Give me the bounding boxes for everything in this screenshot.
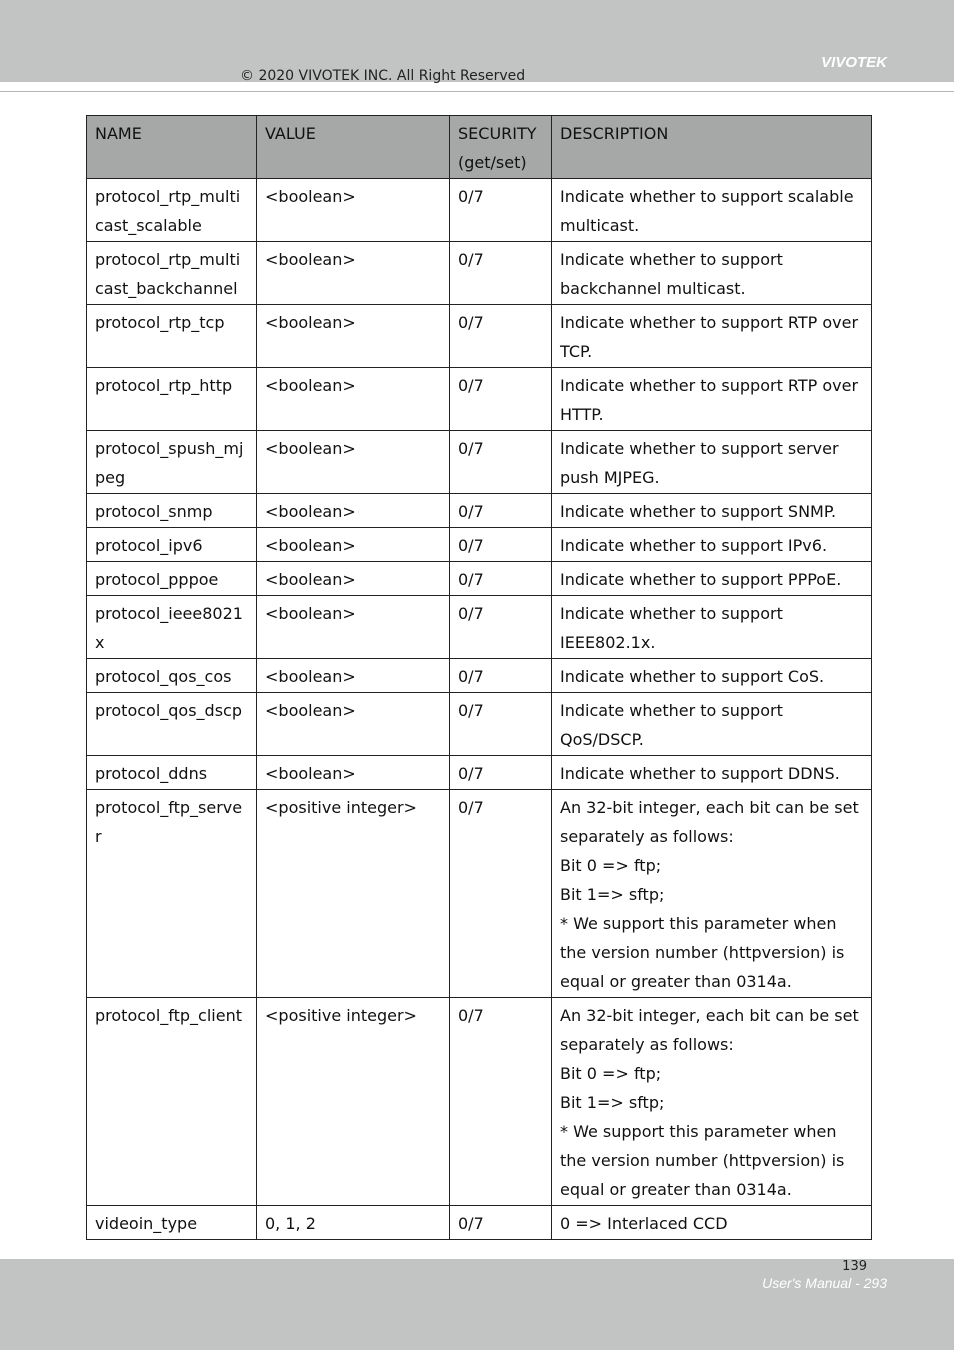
param-value-cell: <boolean> (257, 528, 450, 562)
brand-logo: VIVOTEK (821, 54, 887, 71)
table-row (87, 693, 872, 756)
param-security-cell: 0/7 (450, 998, 552, 1206)
param-description-cell (552, 756, 872, 790)
param-security-cell: 0/7 (450, 528, 552, 562)
param-name-cell: protocol_rtp_http (87, 368, 257, 431)
param-security-cell: 0/7 (450, 693, 552, 756)
param-name-cell: protocol_ftp_client (87, 998, 257, 1206)
parameter-table (86, 115, 872, 1240)
page-number: 139 (842, 1259, 867, 1274)
description-line: Indicate whether to support IEEE802.1x. (560, 604, 783, 652)
description-line: An 32-bit integer, each bit can be set separately as follows: (560, 1006, 859, 1054)
param-description-cell (552, 998, 872, 1206)
table-row (87, 790, 872, 998)
param-value-cell: <boolean> (257, 431, 450, 494)
footer-band (0, 1259, 954, 1350)
param-security-cell: 0/7 (450, 562, 552, 596)
param-value-cell: <boolean> (257, 659, 450, 693)
column-header-description: DESCRIPTION (552, 116, 872, 179)
param-security-cell: 0/7 (450, 790, 552, 998)
description-line: Bit 1=> sftp; (560, 885, 665, 904)
param-description-cell (552, 659, 872, 693)
description-line: 0 => Interlaced CCD (560, 1214, 728, 1233)
param-description-cell (552, 528, 872, 562)
param-name-cell: protocol_rtp_multicast_scalable (87, 179, 257, 242)
description-line: Indicate whether to support DDNS. (560, 764, 840, 783)
param-name-cell: videoin_type (87, 1206, 257, 1240)
table-row (87, 596, 872, 659)
param-value-cell: <boolean> (257, 562, 450, 596)
description-line: * We support this parameter when the version number (httpversion) is equal or greater than 0314a. (560, 914, 845, 991)
description-line: Indicate whether to support RTP over TCP. (560, 313, 859, 361)
table-row (87, 242, 872, 305)
param-value-cell: <boolean> (257, 368, 450, 431)
description-line: Bit 0 => ftp; (560, 856, 662, 875)
param-value-cell: <boolean> (257, 242, 450, 305)
param-value-cell: <boolean> (257, 305, 450, 368)
param-security-cell: 0/7 (450, 494, 552, 528)
param-description-cell (552, 242, 872, 305)
param-description-cell (552, 790, 872, 998)
description-line: Indicate whether to support CoS. (560, 667, 825, 686)
table-header-row (87, 116, 872, 179)
table-row (87, 562, 872, 596)
description-line: Indicate whether to support SNMP. (560, 502, 837, 521)
table-row (87, 756, 872, 790)
param-security-cell: 0/7 (450, 179, 552, 242)
table-row (87, 528, 872, 562)
param-security-cell: 0/7 (450, 242, 552, 305)
manual-page-label: User's Manual - 293 (762, 1275, 887, 1291)
description-line: Indicate whether to support IPv6. (560, 536, 828, 555)
param-security-cell: 0/7 (450, 305, 552, 368)
header-divider (0, 91, 954, 92)
param-value-cell: 0, 1, 2 (257, 1206, 450, 1240)
param-description-cell (552, 1206, 872, 1240)
param-name-cell: protocol_qos_cos (87, 659, 257, 693)
param-description-cell (552, 494, 872, 528)
param-security-cell: 0/7 (450, 368, 552, 431)
description-line: * We support this parameter when the version number (httpversion) is equal or greater than 0314a. (560, 1122, 845, 1199)
table-row (87, 998, 872, 1206)
param-name-cell: protocol_ddns (87, 756, 257, 790)
description-line: Indicate whether to support PPPoE. (560, 570, 842, 589)
param-security-cell: 0/7 (450, 756, 552, 790)
param-value-cell: <boolean> (257, 494, 450, 528)
param-description-cell (552, 305, 872, 368)
param-value-cell: <positive integer> (257, 998, 450, 1206)
column-header-name: NAME (87, 116, 257, 179)
param-name-cell: protocol_qos_dscp (87, 693, 257, 756)
param-value-cell: <boolean> (257, 596, 450, 659)
param-description-cell (552, 368, 872, 431)
param-value-cell: <positive integer> (257, 790, 450, 998)
param-name-cell: protocol_ftp_server (87, 790, 257, 998)
description-line: Indicate whether to support server push MJPEG. (560, 439, 839, 487)
param-value-cell: <boolean> (257, 756, 450, 790)
param-name-cell: protocol_pppoe (87, 562, 257, 596)
description-line: Bit 0 => ftp; (560, 1064, 662, 1083)
description-line: Indicate whether to support backchannel multicast. (560, 250, 783, 298)
param-name-cell: protocol_snmp (87, 494, 257, 528)
description-line: Indicate whether to support QoS/DSCP. (560, 701, 783, 749)
param-name-cell: protocol_ieee8021x (87, 596, 257, 659)
param-security-cell: 0/7 (450, 431, 552, 494)
copyright-text: © 2020 VIVOTEK INC. All Right Reserved (240, 68, 526, 84)
description-line: Indicate whether to support RTP over HTTP. (560, 376, 859, 424)
param-name-cell: protocol_rtp_multicast_backchannel (87, 242, 257, 305)
param-description-cell (552, 179, 872, 242)
table-row (87, 368, 872, 431)
param-name-cell: protocol_spush_mjpeg (87, 431, 257, 494)
param-name-cell: protocol_rtp_tcp (87, 305, 257, 368)
column-header-value: VALUE (257, 116, 450, 179)
param-value-cell: <boolean> (257, 179, 450, 242)
table-row (87, 494, 872, 528)
table-row (87, 179, 872, 242)
param-description-cell (552, 693, 872, 756)
param-description-cell (552, 431, 872, 494)
description-line: Bit 1=> sftp; (560, 1093, 665, 1112)
table-row (87, 1206, 872, 1240)
param-security-cell: 0/7 (450, 659, 552, 693)
param-security-cell: 0/7 (450, 596, 552, 659)
description-line: Indicate whether to support scalable multicast. (560, 187, 854, 235)
table-body (87, 179, 872, 1240)
description-line: An 32-bit integer, each bit can be set separately as follows: (560, 798, 859, 846)
param-value-cell: <boolean> (257, 693, 450, 756)
param-description-cell (552, 596, 872, 659)
column-header-security: SECURITY (get/set) (450, 116, 552, 179)
param-name-cell: protocol_ipv6 (87, 528, 257, 562)
param-description-cell (552, 562, 872, 596)
table-row (87, 305, 872, 368)
param-security-cell: 0/7 (450, 1206, 552, 1240)
table-row (87, 659, 872, 693)
table-row (87, 431, 872, 494)
